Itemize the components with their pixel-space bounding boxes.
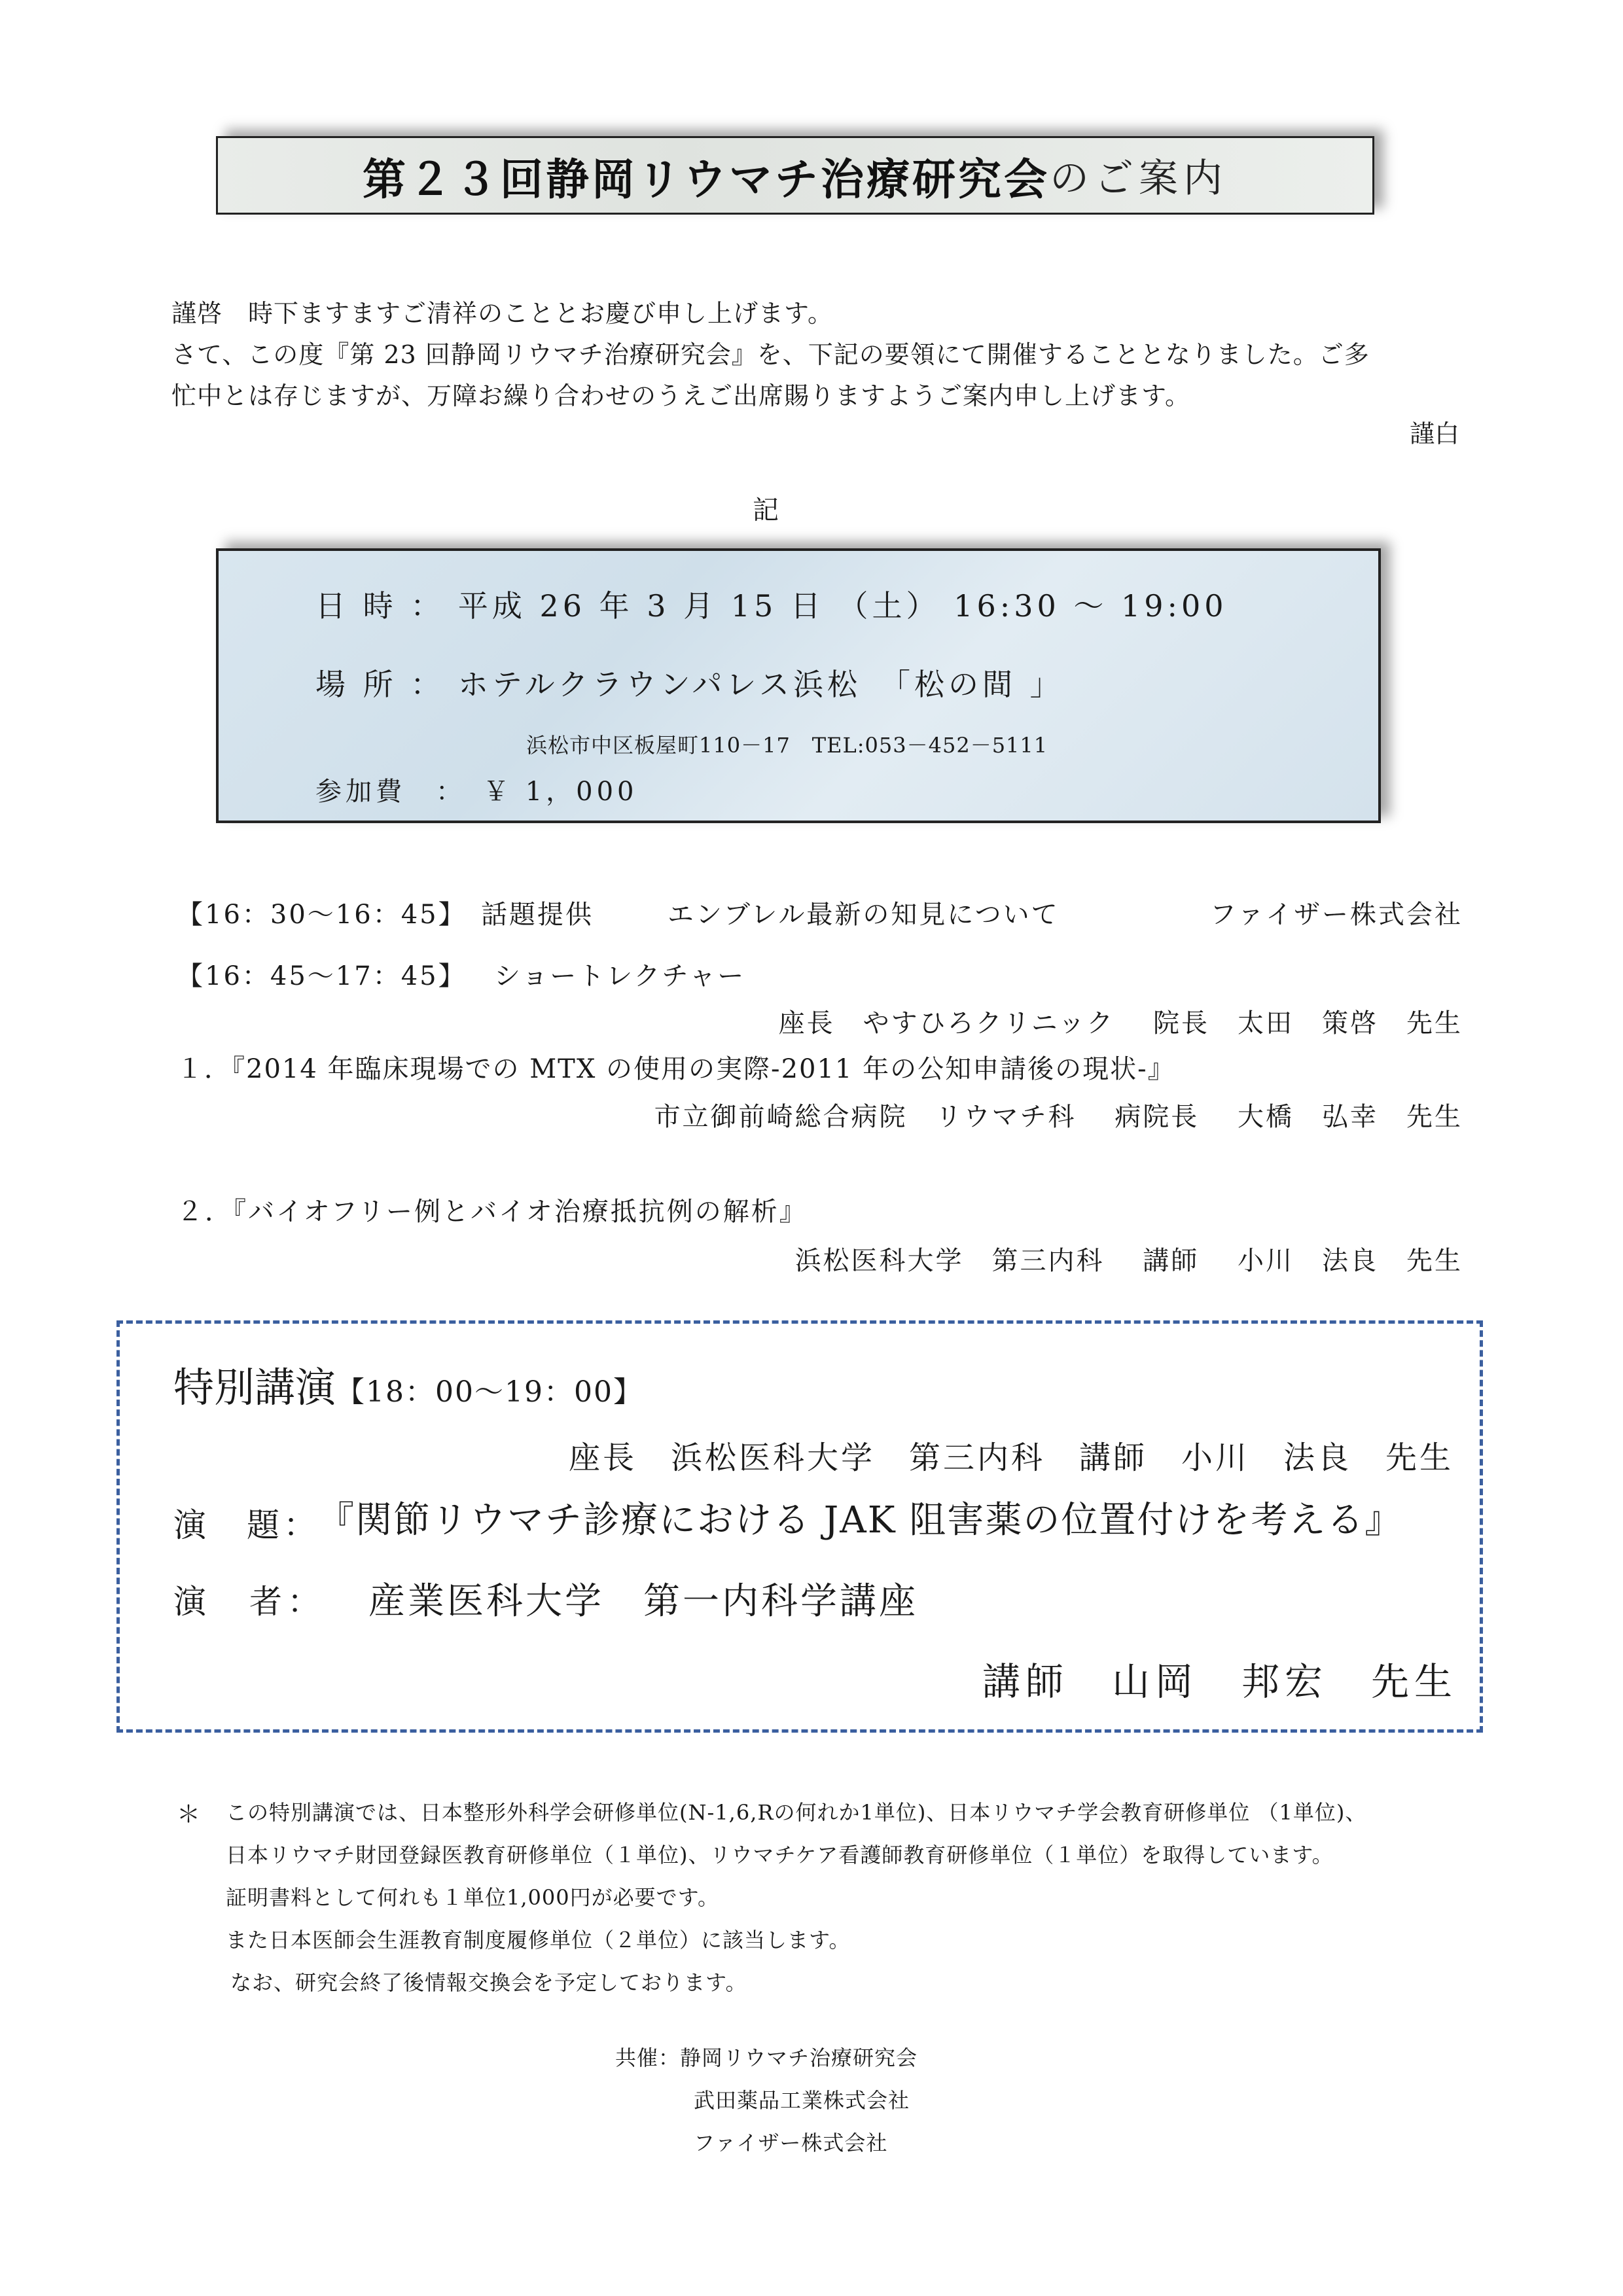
special-lecture-heading: 特別講演 xyxy=(173,1364,336,1411)
speaker-affiliation: 産業医科大学 第一内科学講座 xyxy=(368,1580,918,1623)
topic1-title: エンブレル最新の知見について xyxy=(668,900,1060,930)
lecture-time: 【16：45～17：45】 xyxy=(177,961,467,991)
greeting-line-2: さて、この度『第 23 回静岡リウマチ治療研究会』を、下記の要領にて開催することとなりました。ご多 xyxy=(171,340,1370,369)
event-venue: 場 所 ： ホテルクラウンパレス浜松 「松の間 」 xyxy=(315,667,1064,702)
speaker-name: 講師 山岡 邦宏 先生 xyxy=(982,1659,1457,1704)
talk1-speaker: 市立御前崎総合病院 リウマチ科 病院長 大橋 弘幸 先生 xyxy=(654,1102,1463,1132)
document-title-suffix: のご案内 xyxy=(1050,156,1228,202)
note-line-5: なお、研究会終了後情報交換会を予定しております。 xyxy=(230,1970,747,1995)
lecture-chair: 座長 やすひろクリニック 院長 太田 策啓 先生 xyxy=(778,1008,1463,1038)
talk2-speaker: 浜松医科大学 第三内科 講師 小川 法良 先生 xyxy=(794,1246,1463,1276)
event-datetime: 日 時 ： 平成 26 年 3 月 15 日 （土） 16:30 ～ 19:00 xyxy=(315,588,1228,624)
cohost-company-1: 武田薬品工業株式会社 xyxy=(694,2088,910,2113)
info-box xyxy=(216,548,1381,823)
ki-marker: 記 xyxy=(753,495,779,525)
special-lecture-box xyxy=(116,1320,1483,1733)
special-lecture-subject: 『関節リウマチ診療における JAK 阻害薬の位置付けを考える』 xyxy=(317,1499,1403,1542)
greeting-closing: 謹白 xyxy=(1409,419,1459,448)
note-line-3: 証明書料として何れも１単位1,000円が必要です。 xyxy=(226,1885,720,1910)
special-lecture-time: 【18：00～19：00】 xyxy=(336,1375,643,1409)
note-line-4: また日本医師会生涯教育制度履修単位（２単位）に該当します。 xyxy=(226,1928,851,1952)
note-line-2: 日本リウマチ財団登録医教育研修単位（１単位)、リウマチケア看護師教育研修単位（１単位）を取得しています。 xyxy=(226,1843,1334,1867)
cohost-label: 共催：静岡リウマチ治療研究会 xyxy=(615,2045,918,2070)
topic1-type: 話題提供 xyxy=(481,900,594,930)
special-lecture-chair: 座長 浜松医科大学 第三内科 講師 小川 法良 先生 xyxy=(568,1439,1454,1476)
greeting-line-1: 謹啓 時下ますますご清祥のこととお慶び申し上げます。 xyxy=(171,299,833,328)
special-lecture-header xyxy=(173,1355,643,1413)
note-line-1: この特別講演では、日本整形外科学会研修単位(N-1,6,Rの何れか1単位)、日本リウマチ学会教育研修単位 （1単位)、 xyxy=(226,1800,1367,1825)
participation-fee: 参加費 ： ￥ 1，000 xyxy=(315,777,638,807)
speaker-label: 演 者： xyxy=(173,1583,325,1621)
venue-address: 浜松市中区板屋町110－17 TEL:053－452－5111 xyxy=(526,733,1048,758)
document-title: 第２３回静岡リウマチ治療研究会 xyxy=(363,153,1050,205)
title-banner xyxy=(216,136,1374,215)
lecture-type: ショートレクチャー xyxy=(494,961,746,991)
cohost-company-2: ファイザー株式会社 xyxy=(694,2130,888,2155)
topic1-time: 【16：30～16：45】 xyxy=(177,900,467,930)
topic1-company: ファイザー株式会社 xyxy=(1209,900,1463,930)
greeting-line-3: 忙中とは存じますが、万障お繰り合わせのうえご出席賜りますようご案内申し上げます。 xyxy=(171,381,1190,410)
subject-label: 演 題： xyxy=(173,1506,320,1544)
talk2-title: ２．『バイオフリー例とバイオ治療抵抗例の解析』 xyxy=(177,1197,808,1227)
talk1-title: １．『2014 年臨床現場での MTX の使用の実際-2011 年の公知申請後の現状-』 xyxy=(177,1054,1175,1084)
note-asterisk: ＊ xyxy=(177,1801,202,1828)
